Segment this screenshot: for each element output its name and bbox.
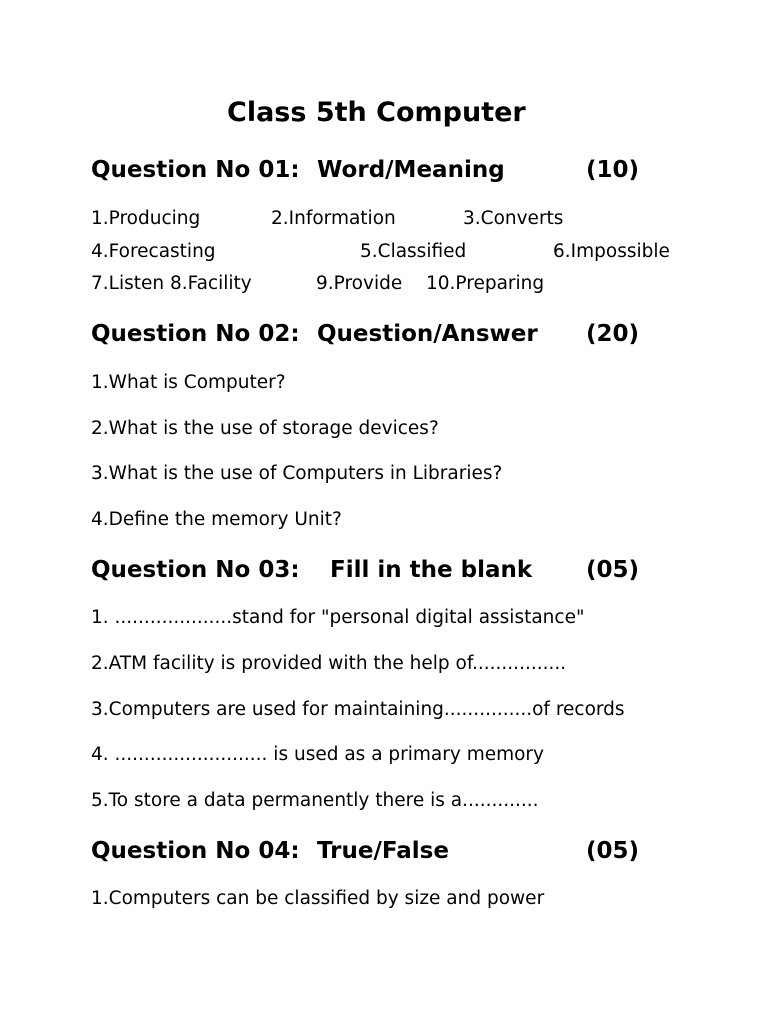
question-4-heading: Question No 04: [91,838,300,864]
question-3-heading: Question No 03: [91,557,300,583]
question-item: 2.What is the use of storage devices? [91,418,439,439]
question-item: 3.What is the use of Computers in Libraries? [91,463,503,484]
fill-blank-item: 3.Computers are used for maintaining...............of records [91,699,625,720]
word-item: 1.Producing [91,208,201,229]
page-title: Class 5th Computer [227,97,526,128]
fill-blank-item: 2.ATM facility is provided with the help of................ [91,653,567,674]
question-1-heading: Question No 01: [91,157,300,183]
question-4-marks: (05) [586,838,640,864]
question-3-marks: (05) [586,557,640,583]
question-item: 1.What is Computer? [91,372,286,393]
word-item: 7.Listen 8.Facility [91,273,252,294]
word-item: 4.Forecasting [91,241,216,262]
question-2-heading: Question No 02: [91,321,300,347]
question-1-marks: (10) [586,157,640,183]
word-item: 2.Information [271,208,396,229]
question-1-topic: Word/Meaning [317,157,505,183]
fill-blank-item: 4. .......................... is used as a primary memory [91,744,544,765]
question-2-marks: (20) [586,321,640,347]
word-item: 9.Provide [316,273,403,294]
fill-blank-item: 5.To store a data permanently there is a............. [91,790,539,811]
true-false-item: 1.Computers can be classified by size and power [91,888,545,909]
word-item: 5.Classified [360,241,467,262]
word-item: 3.Converts [463,208,564,229]
question-item: 4.Define the memory Unit? [91,509,342,530]
word-item: 10.Preparing [426,273,545,294]
question-3-topic: Fill in the blank [330,557,533,583]
word-item: 6.Impossible [553,241,670,262]
question-2-topic: Question/Answer [317,321,538,347]
question-4-topic: True/False [317,838,449,864]
fill-blank-item: 1. ....................stand for "personal digital assistance" [91,607,585,628]
